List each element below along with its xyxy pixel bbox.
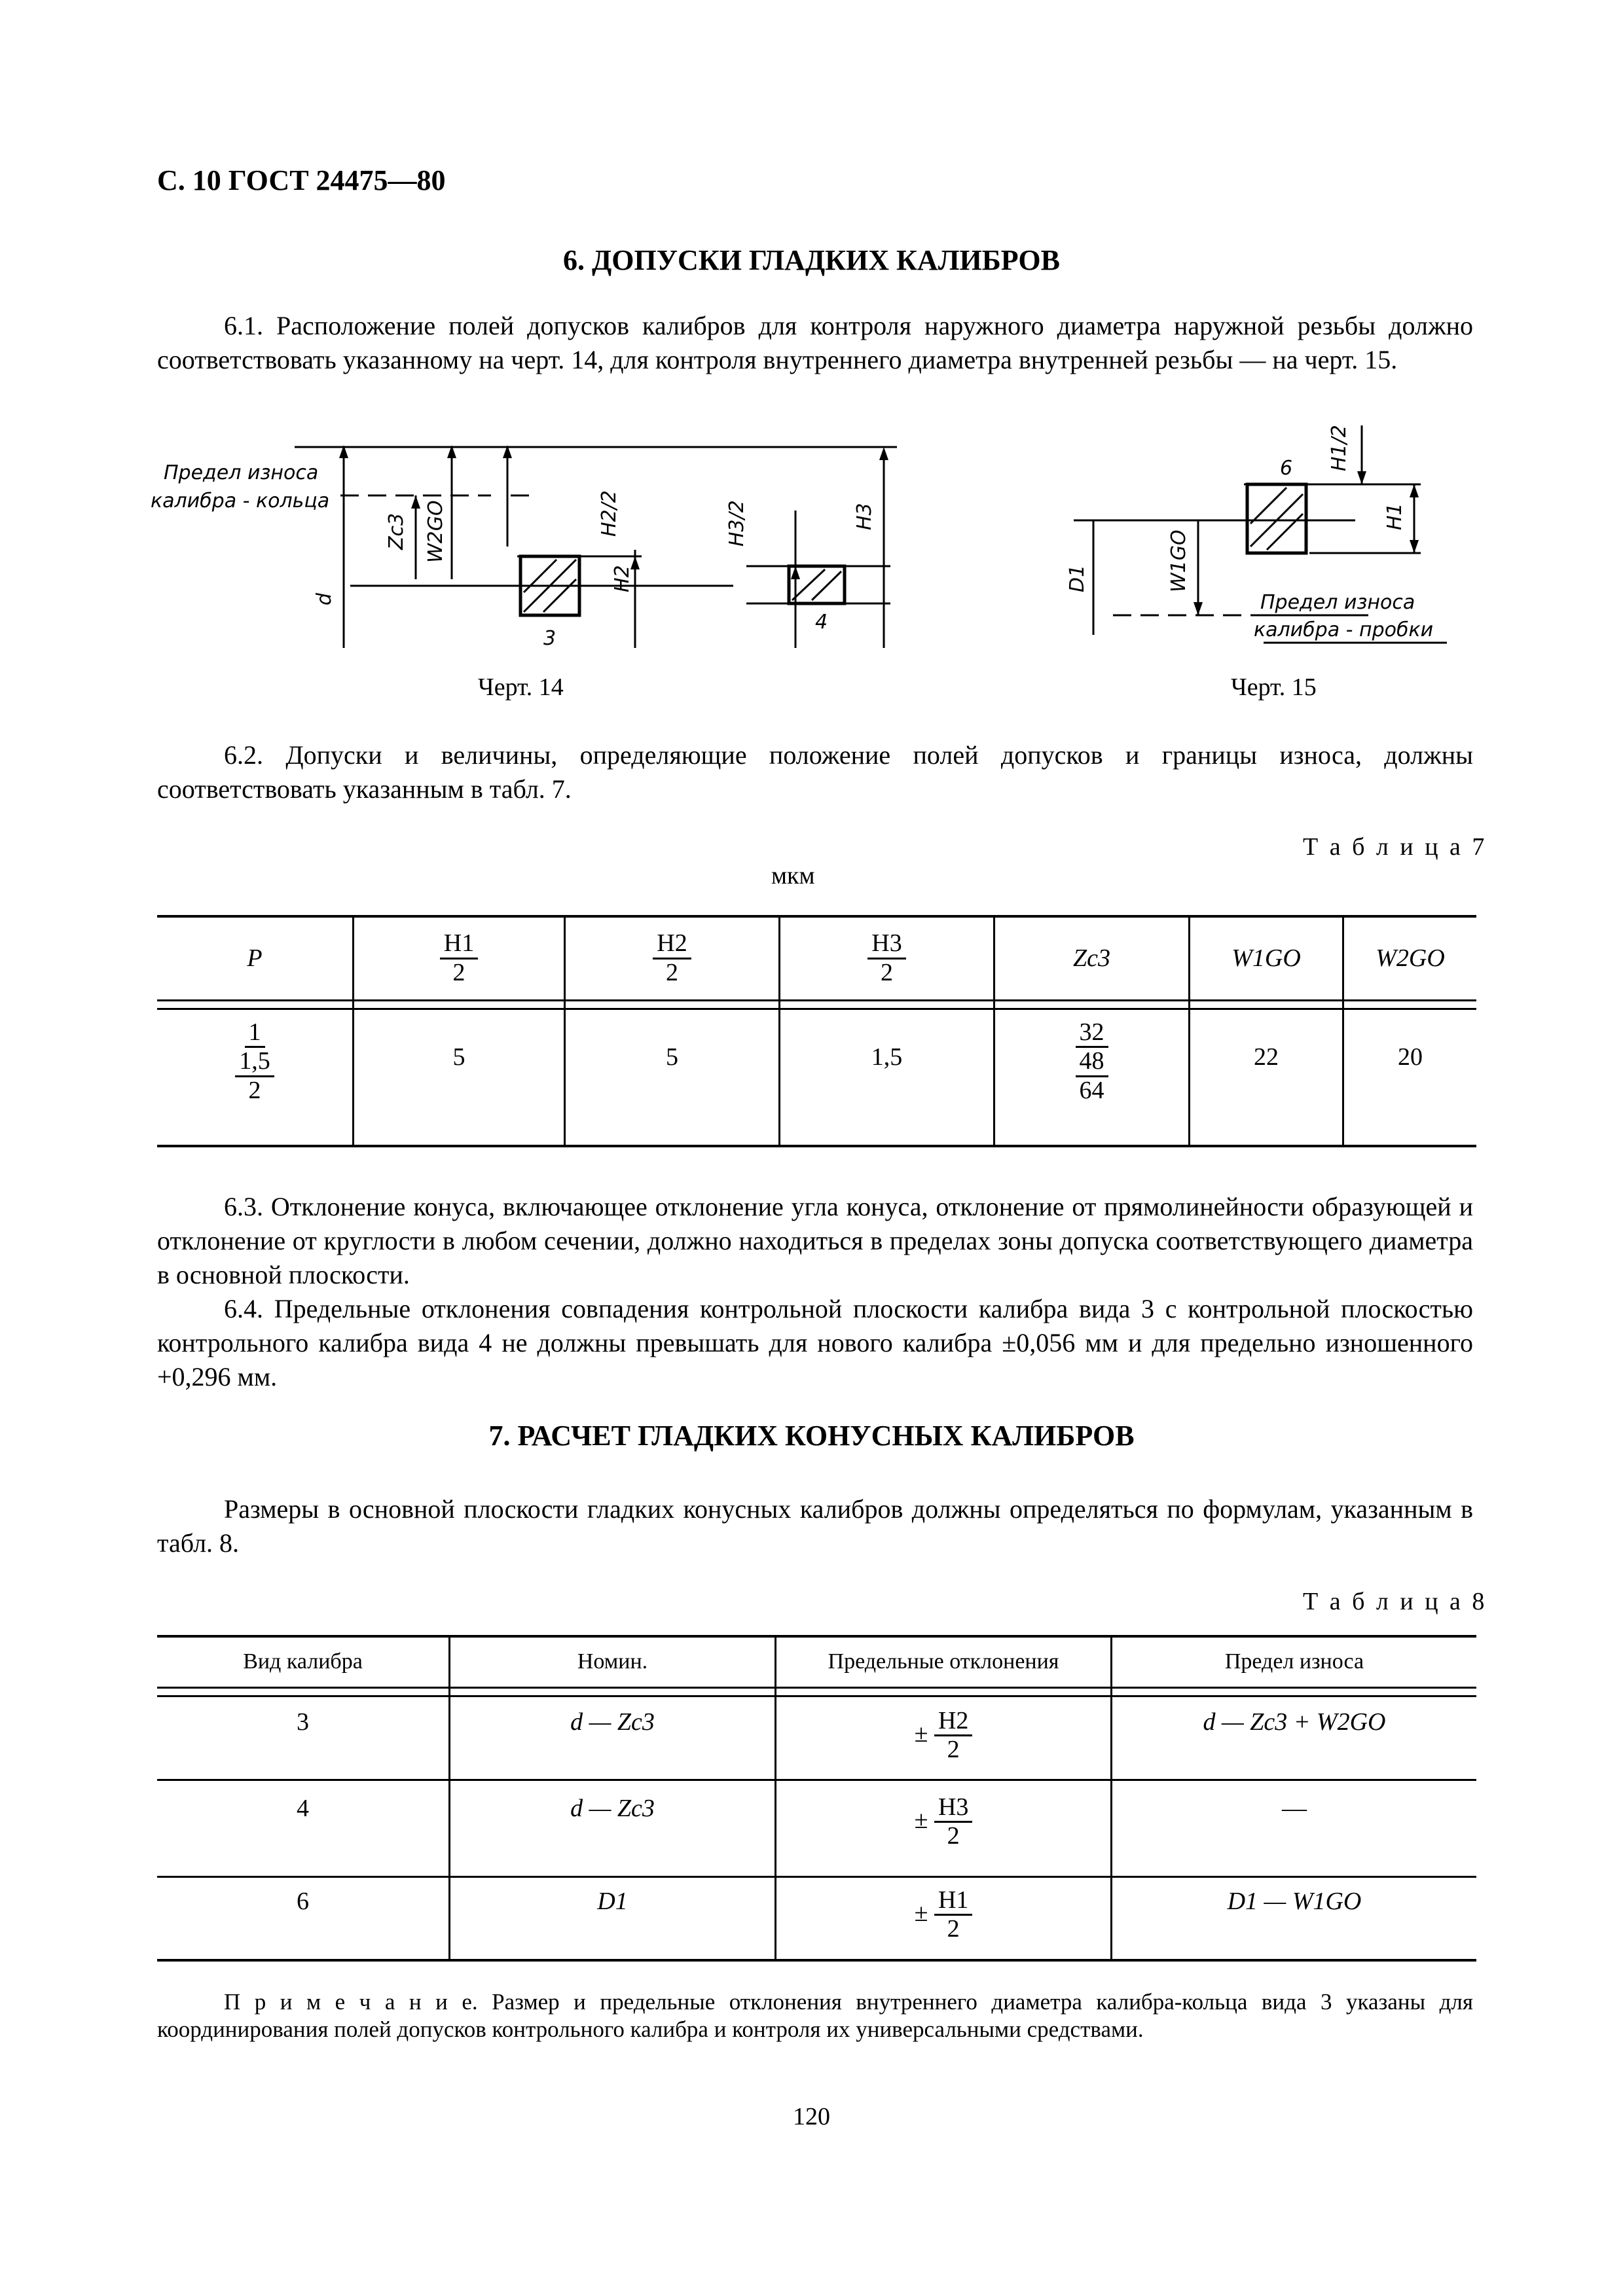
t7-header-h2: $\frac{H2}{2}$ [565, 916, 780, 1000]
t7-cell-w1go: 22 [1190, 1009, 1343, 1146]
paragraph-6-4: 6.4. Предельные отклонения совпадения контрольной плоскости калибра вида 3 с контрольной плоскостью контрольного калибра вида 4 не должны превышать для нового калибра ±0,056 мм и для предельно изношенного +0,296 мм. [157, 1294, 1473, 1391]
t8-kind: 6 [157, 1876, 450, 1960]
t8-header-wear: Предел износа [1112, 1636, 1477, 1687]
page-number: 120 [793, 2103, 830, 2130]
t7-cell-h3: 1,5 [780, 1009, 994, 1146]
t7-header-p: P [157, 916, 354, 1000]
t8-nom: d — Zc3 [450, 1780, 776, 1876]
t8-wear: d — Zc3 + W2GO [1112, 1696, 1477, 1780]
wear-limit-ring-label-1: Предел износа [164, 461, 319, 484]
table-7 [157, 915, 1476, 1147]
t8-nom: D1 [450, 1876, 776, 1960]
drawing-15-caption: Черт. 15 [1231, 673, 1317, 701]
paragraph-6-1: 6.1. Расположение полей допусков калибров для контроля наружного диаметра наружной резьбы должно соответствовать указанному на черт. 14, для контроля внутреннего диаметра внутренней резьбы — на черт. 15. [157, 311, 1473, 374]
t8-nom: d — Zc3 [450, 1696, 776, 1780]
table-8 [157, 1635, 1476, 1962]
page-header: С. 10 ГОСТ 24475—80 [157, 164, 446, 196]
table-7-title: Т а б л и ц а 7 [1303, 833, 1487, 861]
t8-dev: ± $\frac{H3}{2}$ [776, 1780, 1112, 1876]
t8-dev: ± $\frac{H2}{2}$ [776, 1696, 1112, 1780]
t8-row [157, 1876, 1476, 1960]
gauge-3-number: 3 [543, 627, 556, 650]
t7-cell-zc3: 32 48 64 [994, 1009, 1190, 1146]
t7-header-h1: $\frac{H1}{2}$ [354, 916, 565, 1000]
t8-dev: ± $\frac{H1}{2}$ [776, 1876, 1112, 1960]
t8-wear: D1 — W1GO [1112, 1876, 1477, 1960]
paragraph-6-2: 6.2. Допуски и величины, определяющие положение полей допусков и границы износа, должны соответствовать указанным в табл. 7. [157, 740, 1473, 804]
wear-limit-plug-label-2: калибра - пробки [1254, 619, 1434, 641]
dim-h1: H1 [1383, 503, 1406, 530]
t7-header-h3: $\frac{H3}{2}$ [780, 916, 994, 1000]
t8-wear: — [1112, 1780, 1477, 1876]
t8-header-nom: Номин. [450, 1636, 776, 1687]
table-8-title: Т а б л и ц а 8 [1303, 1588, 1487, 1615]
dim-h3-half: H3/2 [725, 500, 748, 547]
section-7-title: 7. РАСЧЕТ ГЛАДКИХ КОНУСНЫХ КАЛИБРОВ [488, 1420, 1135, 1452]
dim-w2go: W2GO [424, 500, 447, 563]
t7-header-zc3: Zc3 [994, 916, 1190, 1000]
t7-cell-p: 1 1,5 2 [157, 1009, 354, 1146]
drawing-14-caption: Черт. 14 [478, 673, 564, 701]
dim-d: d [313, 592, 336, 605]
t8-header-dev: Предельные отклонения [776, 1636, 1112, 1687]
t7-header-w2go: W2GO [1343, 916, 1477, 1000]
t8-row [157, 1696, 1476, 1780]
gauge-4-number: 4 [815, 611, 828, 634]
wear-limit-plug-label-1: Предел износа [1260, 591, 1415, 614]
t8-row [157, 1780, 1476, 1876]
dim-h3: H3 [853, 503, 876, 530]
dim-h1-half: H1/2 [1328, 425, 1351, 471]
dim-zc3: Zс3 [385, 512, 408, 550]
drawing-15 [1028, 419, 1499, 655]
paragraph-7-1: Размеры в основной плоскости гладких конусных калибров должны определяться по формулам, указанным в табл. 8. [157, 1494, 1473, 1558]
dim-h2: H2 [611, 565, 634, 592]
table-7-unit: мкм [771, 862, 815, 889]
t7-cell-h1: 5 [354, 1009, 565, 1146]
paragraph-6-3: 6.3. Отклонение конуса, включающее отклонение угла конуса, отклонение от прямолинейности образующей и отклонение от круглости в любом сечении, должно находиться в пределах зоны допуска соответствующего диаметра в основной плоскости. [157, 1192, 1473, 1289]
t8-kind: 4 [157, 1780, 450, 1876]
dim-h2-half: H2/2 [598, 490, 621, 537]
t7-cell-w2go: 20 [1343, 1009, 1477, 1146]
t8-kind: 3 [157, 1696, 450, 1780]
t7-cell-h2: 5 [565, 1009, 780, 1146]
dim-d1: D1 [1066, 564, 1089, 592]
t7-header-w1go: W1GO [1190, 916, 1343, 1000]
gauge-6-number: 6 [1280, 457, 1293, 480]
t8-header-kind: Вид калибра [157, 1636, 450, 1687]
dim-w1go: W1GO [1167, 529, 1190, 592]
wear-limit-ring-label-2: калибра - кольца [151, 490, 330, 512]
table-8-note: П р и м е ч а н и е. Размер и предельные отклонения внутреннего диаметра калибра-кольца вида 3 указаны для координирования полей допусков контрольного калибра и контроля их универсальными средствами. [157, 1989, 1473, 2042]
drawing-14 [144, 432, 903, 668]
section-6-title: 6. ДОПУСКИ ГЛАДКИХ КАЛИБРОВ [563, 244, 1060, 276]
